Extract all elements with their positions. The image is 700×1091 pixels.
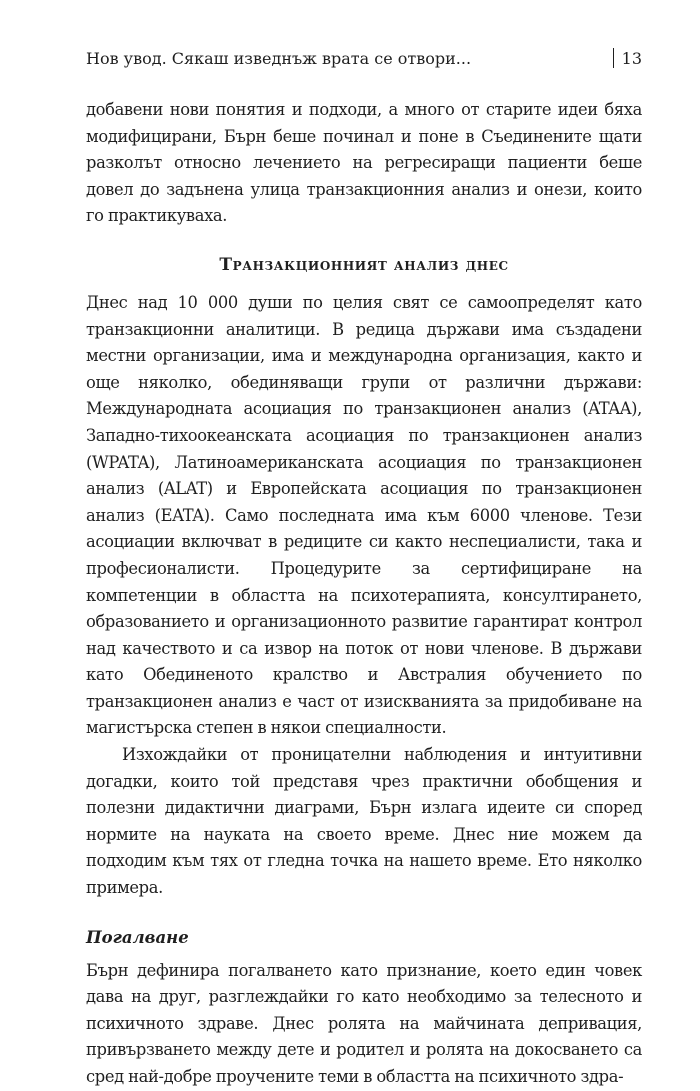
section-heading: Транзакционният анализ днес bbox=[219, 254, 509, 275]
book-page bbox=[86, 0, 642, 1086]
subheading: Погалване bbox=[86, 927, 189, 947]
running-title: Нов увод. Сякаш изведнъж врата се отвори... bbox=[86, 49, 472, 68]
page-number-block bbox=[613, 46, 642, 72]
paragraph: Днес над 10 000 души по целия свят се самоопределят като транзакционни аналитици. В редица държави има създадени местни организации, има и международна организация, както и още няколко, обединяващи групи от различни държави: Международната асоциация по транзакционен анализ (ATAA), Западно-тихоокеанската асоциация по транзакционен анализ (WPATA), Латиноамериканската асоциация по транзакционен анализ (ALAT) и Европейската асоциация по транзакционен анализ (EATA). Само последната има към 6000 членове. Тези асоциации включват в редиците си както неспециалисти, така и професионалисти. Процедурите за сертифициране на компетенции в областта на психотерапията, консултирането, образованието и организационното развитие гарантират контрол над качеството и са извор на поток от нови членове. В държави като Обединеното кралство и Австралия обучението по транзакционен анализ е част от изискванията за придобиване на магистърска степен в някои специалности. bbox=[86, 292, 642, 738]
paragraph-continued: добавени нови понятия и подходи, а много от старите идеи бяха модифицирани, Бърн беше починал и поне в Съединените щати разколът относно лечението на регресиращи пациенти беше довел до задънена улица транзакционния анализ и онези, които го практикуваха. bbox=[86, 100, 642, 226]
page-number: 13 bbox=[621, 49, 642, 68]
running-header bbox=[86, 46, 642, 72]
paragraph: Бърн дефинира погалването като признание, което един човек дава на друг, разглеждайки го като необходимо за телесното и психичното здраве. Днес ролята на майчината депривация, привързването между дете и родител и ролята на докосването са сред най-добре проучените теми в областта на психичното здра- bbox=[86, 960, 642, 1086]
paragraph: Изхождайки от проницателни наблюдения и интуитивни догадки, които той представя чрез практични обобщения и полезни дидактични диаграми, Бърн излага идеите си според нормите на науката на своето време. Днес ние можем да подходим към тях от гледна точка на нашето време. Ето няколко примера. bbox=[86, 745, 642, 898]
page-number-divider bbox=[613, 48, 614, 68]
body-text bbox=[86, 97, 642, 1091]
